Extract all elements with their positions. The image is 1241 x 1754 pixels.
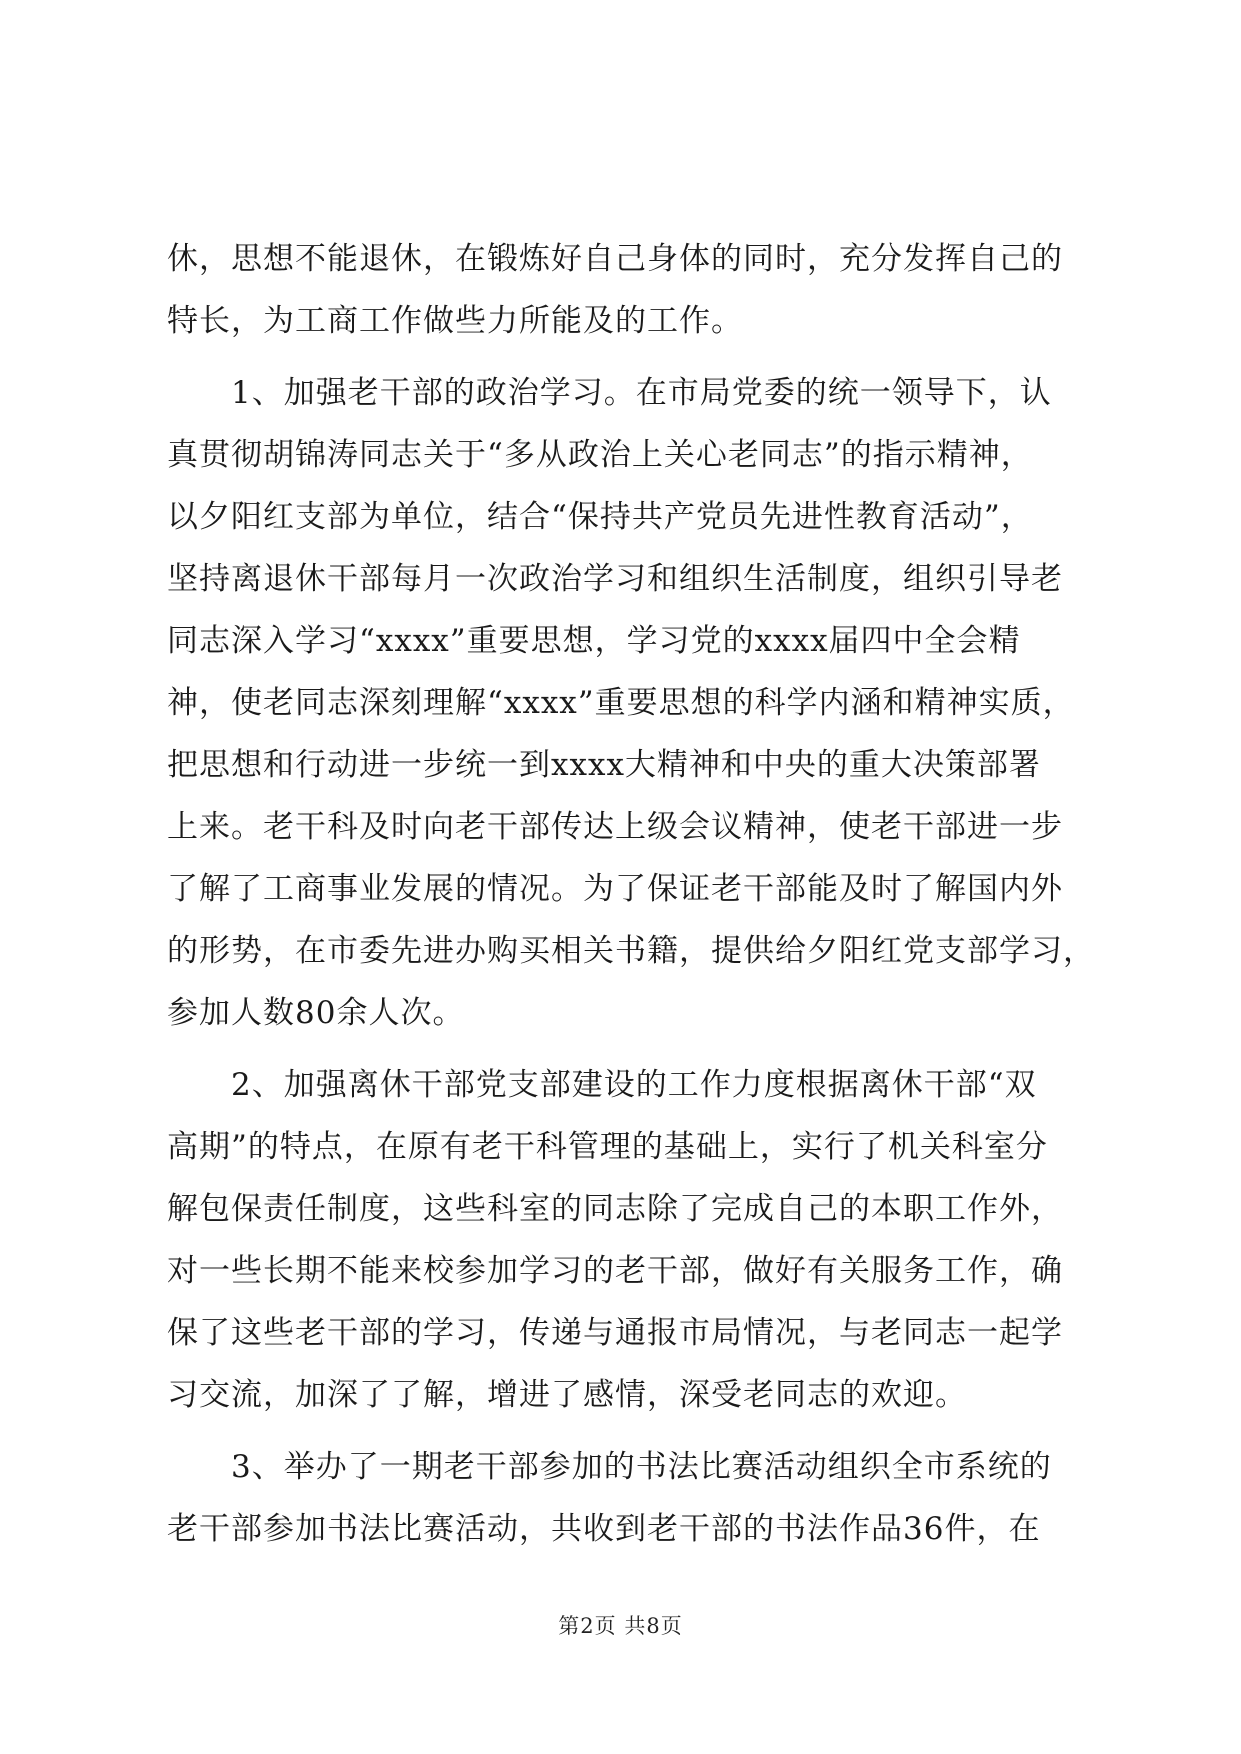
text-line: 真贯彻胡锦涛同志关于“多从政治上关心老同志”的指示精神， (167, 437, 1033, 473)
text-line: 了解了工商事业发展的情况。为了保证老干部能及时了解国内外 (167, 871, 1063, 907)
document-body (167, 228, 1095, 1560)
paragraph-2-start: 2、加强离休干部党支部建设的工作力度根据离休干部“双 (231, 1067, 1037, 1103)
text-line: 同志深入学习“xxxx”重要思想，学习党的xxxx届四中全会精 (167, 623, 1021, 659)
text-line: 特长，为工商工作做些力所能及的工作。 (167, 303, 743, 339)
text-line: 保了这些老干部的学习，传递与通报市局情况，与老同志一起学 (167, 1315, 1063, 1351)
text-line: 以夕阳红支部为单位，结合“保持共产党员先进性教育活动”， (167, 499, 1033, 535)
paragraph-gap (167, 1426, 1077, 1436)
paragraph-3-start: 3、举办了一期老干部参加的书法比赛活动组织全市系统的 (231, 1449, 1052, 1485)
text-line: 神，使老同志深刻理解“xxxx”重要思想的科学内涵和精神实质， (167, 685, 1075, 721)
text-line: 高期”的特点，在原有老干科管理的基础上，实行了机关科室分 (167, 1129, 1048, 1165)
text-line: 参加人数80余人次。 (167, 995, 465, 1031)
text-line: 上来。老干科及时向老干部传达上级会议精神，使老干部进一步 (167, 809, 1063, 845)
paragraph-1-start: 1、加强老干部的政治学习。在市局党委的统一领导下，认 (231, 375, 1052, 411)
text-line: 坚持离退休干部每月一次政治学习和组织生活制度，组织引导老 (167, 561, 1063, 597)
text-line: 休，思想不能退休，在锻炼好自己身体的同时，充分发挥自己的 (167, 241, 1063, 277)
text-line: 的形势，在市委先进办购买相关书籍，提供给夕阳红党支部学习， (167, 933, 1095, 969)
text-line: 把思想和行动进一步统一到xxxx大精神和中央的重大决策部署 (167, 747, 1041, 783)
page-number-footer: 第2页 共8页 (558, 1614, 683, 1638)
paragraph-gap (167, 1044, 1077, 1054)
text-line: 老干部参加书法比赛活动，共收到老干部的书法作品36件，在 (167, 1511, 1041, 1547)
text-line: 习交流，加深了了解，增进了感情，深受老同志的欢迎。 (167, 1377, 967, 1413)
text-line: 解包保责任制度，这些科室的同志除了完成自己的本职工作外， (167, 1191, 1063, 1227)
text-line: 对一些长期不能来校参加学习的老干部，做好有关服务工作，确 (167, 1253, 1063, 1289)
paragraph-gap (167, 352, 1077, 362)
